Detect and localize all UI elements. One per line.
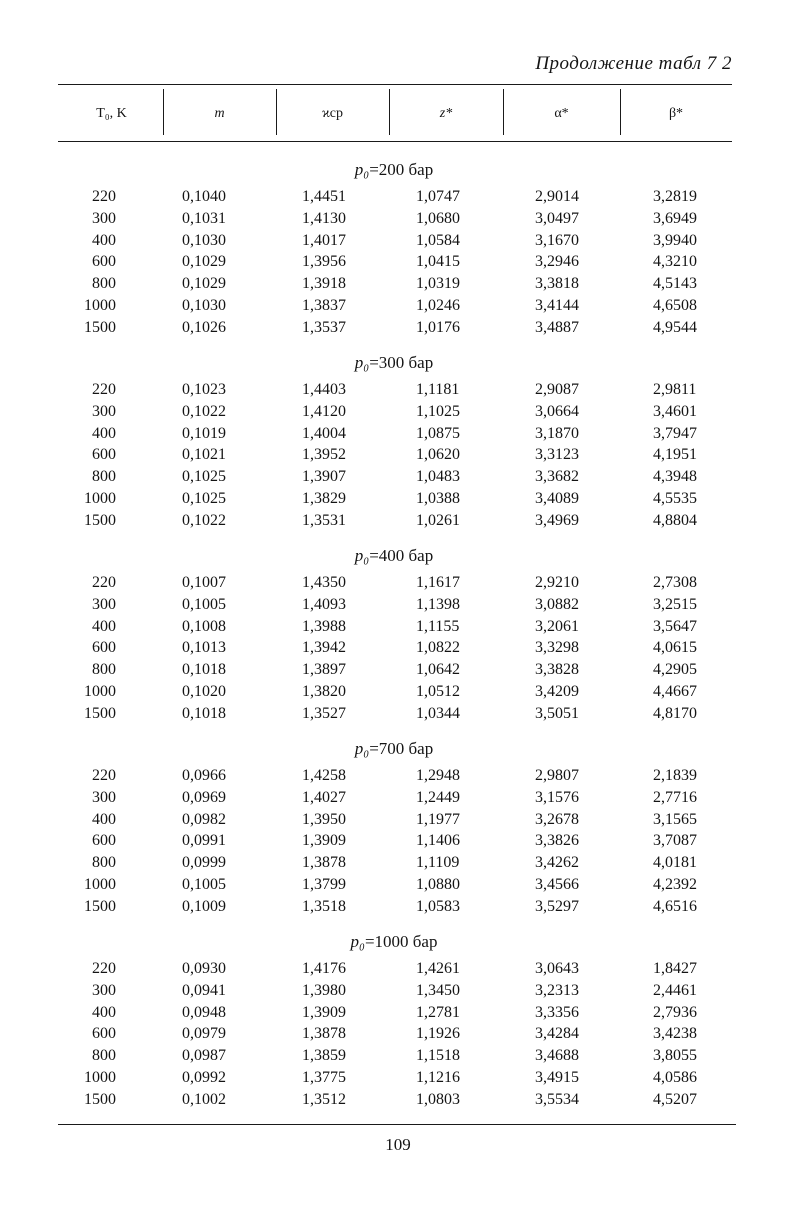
beta-cell: 2,7716 [653, 788, 697, 806]
z-cell: 1,1025 [416, 402, 460, 420]
alpha-cell: 3,1670 [535, 231, 579, 249]
temperature-cell: 300 [92, 402, 116, 420]
temperature-cell: 1000 [84, 1069, 116, 1086]
z-cell: 1,1109 [416, 854, 460, 872]
z-cell: 1,0642 [416, 661, 460, 679]
table-row [0, 295, 794, 317]
beta-cell: 3,7087 [653, 832, 697, 850]
temperature-cell: 600 [92, 639, 116, 657]
m-cell: 0,1025 [182, 490, 226, 507]
beta-cell: 3,9940 [653, 231, 697, 249]
beta-cell: 4,5207 [653, 1090, 697, 1108]
pressure-value: =200 бар [369, 160, 434, 179]
kappa-cell: 1,3859 [302, 1047, 346, 1065]
m-cell: 0,1031 [182, 209, 226, 227]
beta-cell: 4,5535 [653, 490, 697, 507]
section-title [0, 932, 791, 952]
temperature-cell: 220 [92, 381, 116, 398]
m-cell: 0,0979 [182, 1025, 226, 1043]
alpha-cell: 3,4566 [535, 876, 579, 893]
temperature-cell: 400 [92, 810, 116, 828]
header-kappa: ϰср [321, 106, 344, 121]
m-cell: 0,1005 [182, 876, 226, 893]
table-row [0, 1002, 794, 1024]
z-cell: 1,0880 [416, 876, 460, 893]
m-cell: 0,1022 [182, 402, 226, 420]
m-cell: 0,1029 [182, 275, 226, 293]
alpha-cell: 3,4915 [535, 1069, 579, 1086]
table-row [0, 466, 794, 488]
table-row [0, 510, 794, 532]
alpha-cell: 2,9210 [535, 574, 579, 591]
alpha-cell: 3,1870 [535, 424, 579, 442]
alpha-cell: 2,9014 [535, 188, 579, 205]
section-title [0, 546, 791, 566]
kappa-cell: 1,3878 [302, 1025, 346, 1043]
z-cell: 1,0620 [416, 446, 460, 464]
pressure-symbol: p₀ [354, 546, 370, 565]
alpha-cell: 3,4144 [535, 297, 579, 314]
z-cell: 1,0747 [416, 188, 460, 205]
temperature-cell: 1000 [84, 490, 116, 507]
z-cell: 1,0415 [416, 253, 460, 271]
beta-cell: 4,0586 [653, 1069, 697, 1086]
table-row [0, 616, 794, 638]
alpha-cell: 3,5051 [535, 704, 579, 722]
kappa-cell: 1,3512 [302, 1090, 346, 1108]
beta-cell: 3,7947 [653, 424, 697, 442]
header-temperature: T₀, K [96, 106, 127, 121]
alpha-cell: 3,1576 [535, 788, 579, 806]
temperature-cell: 1500 [84, 897, 116, 915]
m-cell: 0,1013 [182, 639, 226, 657]
kappa-cell: 1,4093 [302, 595, 346, 613]
table-row [0, 1023, 794, 1045]
beta-cell: 4,3210 [653, 253, 697, 271]
z-cell: 1,0583 [416, 897, 460, 915]
pressure-symbol: p₀ [354, 353, 370, 372]
alpha-cell: 3,3682 [535, 468, 579, 486]
table-row [0, 488, 794, 510]
table-row [0, 637, 794, 659]
z-cell: 1,1406 [416, 832, 460, 850]
beta-cell: 4,2392 [653, 876, 697, 893]
z-cell: 1,0803 [416, 1090, 460, 1108]
header-m: m [214, 106, 225, 121]
m-cell: 0,1020 [182, 683, 226, 700]
table-row [0, 765, 794, 787]
m-cell: 0,1021 [182, 446, 226, 464]
kappa-cell: 1,3909 [302, 1003, 346, 1021]
temperature-cell: 220 [92, 574, 116, 591]
kappa-cell: 1,4176 [302, 960, 346, 977]
alpha-cell: 3,3828 [535, 661, 579, 679]
m-cell: 0,1002 [182, 1090, 226, 1108]
kappa-cell: 1,4004 [302, 424, 346, 442]
table-row [0, 958, 794, 980]
kappa-cell: 1,3878 [302, 854, 346, 872]
kappa-cell: 1,4120 [302, 402, 346, 420]
temperature-cell: 400 [92, 1003, 116, 1021]
alpha-cell: 3,3356 [535, 1003, 579, 1021]
kappa-cell: 1,3956 [302, 253, 346, 271]
m-cell: 0,0991 [182, 832, 226, 850]
beta-cell: 3,4238 [653, 1025, 697, 1043]
table-top-rule [58, 84, 732, 85]
kappa-cell: 1,3531 [302, 511, 346, 529]
m-cell: 0,1009 [182, 897, 226, 915]
alpha-cell: 3,4688 [535, 1047, 579, 1065]
kappa-cell: 1,3518 [302, 897, 346, 915]
kappa-cell: 1,3942 [302, 639, 346, 657]
table-row [0, 572, 794, 594]
kappa-cell: 1,3988 [302, 617, 346, 635]
temperature-cell: 600 [92, 446, 116, 464]
beta-cell: 4,4667 [653, 683, 697, 700]
temperature-cell: 400 [92, 424, 116, 442]
alpha-cell: 3,0882 [535, 595, 579, 613]
m-cell: 0,1023 [182, 381, 226, 398]
table-row [0, 423, 794, 445]
kappa-cell: 1,4017 [302, 231, 346, 249]
table-row [0, 787, 794, 809]
section-title [0, 160, 791, 180]
z-cell: 1,0261 [416, 511, 460, 529]
beta-cell: 2,1839 [653, 767, 697, 784]
beta-cell: 4,0181 [653, 854, 697, 872]
header-alpha: α* [554, 106, 569, 121]
z-cell: 1,2948 [416, 767, 460, 784]
table-row [0, 208, 794, 230]
table-row [0, 230, 794, 252]
table-row [0, 1045, 794, 1067]
beta-cell: 4,1951 [653, 446, 697, 464]
temperature-cell: 1000 [84, 297, 116, 314]
beta-cell: 3,6949 [653, 209, 697, 227]
m-cell: 0,1025 [182, 468, 226, 486]
z-cell: 1,1216 [416, 1069, 460, 1086]
kappa-cell: 1,3952 [302, 446, 346, 464]
beta-cell: 4,9544 [653, 318, 697, 336]
temperature-cell: 800 [92, 1047, 116, 1065]
z-cell: 1,0584 [416, 231, 460, 249]
kappa-cell: 1,3909 [302, 832, 346, 850]
z-cell: 1,4261 [416, 960, 460, 977]
table-row [0, 444, 794, 466]
kappa-cell: 1,3897 [302, 661, 346, 679]
table-row [0, 317, 794, 339]
m-cell: 0,1008 [182, 617, 226, 635]
alpha-cell: 2,9087 [535, 381, 579, 398]
beta-cell: 3,4601 [653, 402, 697, 420]
m-cell: 0,0982 [182, 810, 226, 828]
section-title [0, 353, 791, 373]
kappa-cell: 1,3537 [302, 318, 346, 336]
temperature-cell: 1500 [84, 704, 116, 722]
temperature-cell: 300 [92, 788, 116, 806]
kappa-cell: 1,3527 [302, 704, 346, 722]
z-cell: 1,0246 [416, 297, 460, 314]
beta-cell: 4,6508 [653, 297, 697, 314]
m-cell: 0,1040 [182, 188, 226, 205]
beta-cell: 4,2905 [653, 661, 697, 679]
temperature-cell: 220 [92, 960, 116, 977]
kappa-cell: 1,3775 [302, 1069, 346, 1086]
kappa-cell: 1,4350 [302, 574, 346, 591]
alpha-cell: 3,4284 [535, 1025, 579, 1043]
m-cell: 0,0930 [182, 960, 226, 977]
temperature-cell: 400 [92, 231, 116, 249]
alpha-cell: 3,4209 [535, 683, 579, 700]
beta-cell: 2,4461 [653, 981, 697, 999]
temperature-cell: 800 [92, 275, 116, 293]
m-cell: 0,1019 [182, 424, 226, 442]
table-row [0, 681, 794, 703]
kappa-cell: 1,4130 [302, 209, 346, 227]
alpha-cell: 3,5297 [535, 897, 579, 915]
table-row [0, 1089, 794, 1111]
alpha-cell: 3,5534 [535, 1090, 579, 1108]
table-row [0, 251, 794, 273]
m-cell: 0,1007 [182, 574, 226, 591]
z-cell: 1,1518 [416, 1047, 460, 1065]
z-cell: 1,3450 [416, 981, 460, 999]
header-beta: β* [668, 106, 684, 121]
temperature-cell: 220 [92, 188, 116, 205]
kappa-cell: 1,3950 [302, 810, 346, 828]
z-cell: 1,1926 [416, 1025, 460, 1043]
kappa-cell: 1,3799 [302, 876, 346, 893]
m-cell: 0,1022 [182, 511, 226, 529]
m-cell: 0,1030 [182, 297, 226, 314]
temperature-cell: 300 [92, 981, 116, 999]
temperature-cell: 600 [92, 253, 116, 271]
kappa-cell: 1,3907 [302, 468, 346, 486]
m-cell: 0,0969 [182, 788, 226, 806]
z-cell: 1,0388 [416, 490, 460, 507]
m-cell: 0,0987 [182, 1047, 226, 1065]
alpha-cell: 3,4262 [535, 854, 579, 872]
temperature-cell: 400 [92, 617, 116, 635]
kappa-cell: 1,4027 [302, 788, 346, 806]
beta-cell: 2,7308 [653, 574, 697, 591]
z-cell: 1,1181 [416, 381, 460, 398]
table-row [0, 980, 794, 1002]
alpha-cell: 3,3123 [535, 446, 579, 464]
pressure-symbol: p₀ [354, 739, 370, 758]
page-number: 109 [385, 1135, 411, 1154]
table-row [0, 809, 794, 831]
temperature-cell: 220 [92, 767, 116, 784]
alpha-cell: 3,2678 [535, 810, 579, 828]
alpha-cell: 2,9807 [535, 767, 579, 784]
pressure-value: =1000 бар [364, 932, 438, 951]
beta-cell: 4,5143 [653, 275, 697, 293]
alpha-cell: 3,0643 [535, 960, 579, 977]
alpha-cell: 3,2946 [535, 253, 579, 271]
temperature-cell: 1000 [84, 683, 116, 700]
m-cell: 0,0992 [182, 1069, 226, 1086]
beta-cell: 3,1565 [653, 810, 697, 828]
alpha-cell: 3,3818 [535, 275, 579, 293]
temperature-cell: 300 [92, 209, 116, 227]
m-cell: 0,1018 [182, 704, 226, 722]
alpha-cell: 3,4887 [535, 318, 579, 336]
z-cell: 1,1617 [416, 574, 460, 591]
m-cell: 0,1029 [182, 253, 226, 271]
z-cell: 1,2781 [416, 1003, 460, 1021]
z-cell: 1,0875 [416, 424, 460, 442]
m-cell: 0,0966 [182, 767, 226, 784]
table-row [0, 594, 794, 616]
alpha-cell: 3,0664 [535, 402, 579, 420]
m-cell: 0,0999 [182, 854, 226, 872]
z-cell: 1,0483 [416, 468, 460, 486]
kappa-cell: 1,4451 [302, 188, 346, 205]
beta-cell: 3,2819 [653, 188, 697, 205]
table-row [0, 401, 794, 423]
temperature-cell: 600 [92, 1025, 116, 1043]
z-cell: 1,2449 [416, 788, 460, 806]
temperature-cell: 1500 [84, 511, 116, 529]
m-cell: 0,1018 [182, 661, 226, 679]
z-cell: 1,0822 [416, 639, 460, 657]
temperature-cell: 1500 [84, 318, 116, 336]
kappa-cell: 1,4403 [302, 381, 346, 398]
temperature-cell: 1000 [84, 876, 116, 893]
beta-cell: 2,7936 [653, 1003, 697, 1021]
alpha-cell: 3,4969 [535, 511, 579, 529]
m-cell: 0,0941 [182, 981, 226, 999]
z-cell: 1,0512 [416, 683, 460, 700]
kappa-cell: 1,3829 [302, 490, 346, 507]
beta-cell: 3,2515 [653, 595, 697, 613]
header-z: z* [439, 106, 453, 121]
pressure-value: =400 бар [369, 546, 434, 565]
kappa-cell: 1,3820 [302, 683, 346, 700]
kappa-cell: 1,3837 [302, 297, 346, 314]
temperature-cell: 300 [92, 595, 116, 613]
z-cell: 1,0319 [416, 275, 460, 293]
m-cell: 0,0948 [182, 1003, 226, 1021]
table-row [0, 830, 794, 852]
beta-cell: 4,3948 [653, 468, 697, 486]
alpha-cell: 3,0497 [535, 209, 579, 227]
m-cell: 0,1005 [182, 595, 226, 613]
alpha-cell: 3,2313 [535, 981, 579, 999]
table-header-rule [58, 141, 732, 142]
m-cell: 0,1030 [182, 231, 226, 249]
kappa-cell: 1,3980 [302, 981, 346, 999]
pressure-symbol: p₀ [350, 932, 365, 951]
pressure-value: =300 бар [369, 353, 434, 372]
temperature-cell: 800 [92, 468, 116, 486]
table-row [0, 186, 794, 208]
m-cell: 0,1026 [182, 318, 226, 336]
kappa-cell: 1,3918 [302, 275, 346, 293]
pressure-symbol: p₀ [354, 160, 370, 179]
z-cell: 1,0176 [416, 318, 460, 336]
alpha-cell: 3,3826 [535, 832, 579, 850]
table-row [0, 379, 794, 401]
continuation-caption: Продолжение табл 7 2 [535, 53, 732, 74]
z-cell: 1,1977 [416, 810, 460, 828]
table-row [0, 852, 794, 874]
alpha-cell: 3,3298 [535, 639, 579, 657]
pressure-value: =700 бар [369, 739, 434, 758]
z-cell: 1,1398 [416, 595, 460, 613]
z-cell: 1,0680 [416, 209, 460, 227]
temperature-cell: 600 [92, 832, 116, 850]
beta-cell: 3,8055 [653, 1047, 697, 1065]
temperature-cell: 800 [92, 854, 116, 872]
beta-cell: 4,0615 [653, 639, 697, 657]
beta-cell: 2,9811 [653, 381, 697, 398]
beta-cell: 1,8427 [653, 960, 697, 977]
alpha-cell: 3,2061 [535, 617, 579, 635]
beta-cell: 4,6516 [653, 897, 697, 915]
beta-cell: 4,8804 [653, 511, 697, 529]
temperature-cell: 800 [92, 661, 116, 679]
table-row [0, 703, 794, 725]
alpha-cell: 3,4089 [535, 490, 579, 507]
table-row [0, 1067, 794, 1089]
table-bottom-rule [58, 1124, 736, 1125]
table-row [0, 659, 794, 681]
table-row [0, 874, 794, 896]
table-row [0, 273, 794, 295]
table-row [0, 896, 794, 918]
temperature-cell: 1500 [84, 1090, 116, 1108]
z-cell: 1,1155 [416, 617, 460, 635]
z-cell: 1,0344 [416, 704, 460, 722]
section-title [0, 739, 791, 759]
beta-cell: 4,8170 [653, 704, 697, 722]
kappa-cell: 1,4258 [302, 767, 346, 784]
beta-cell: 3,5647 [653, 617, 697, 635]
